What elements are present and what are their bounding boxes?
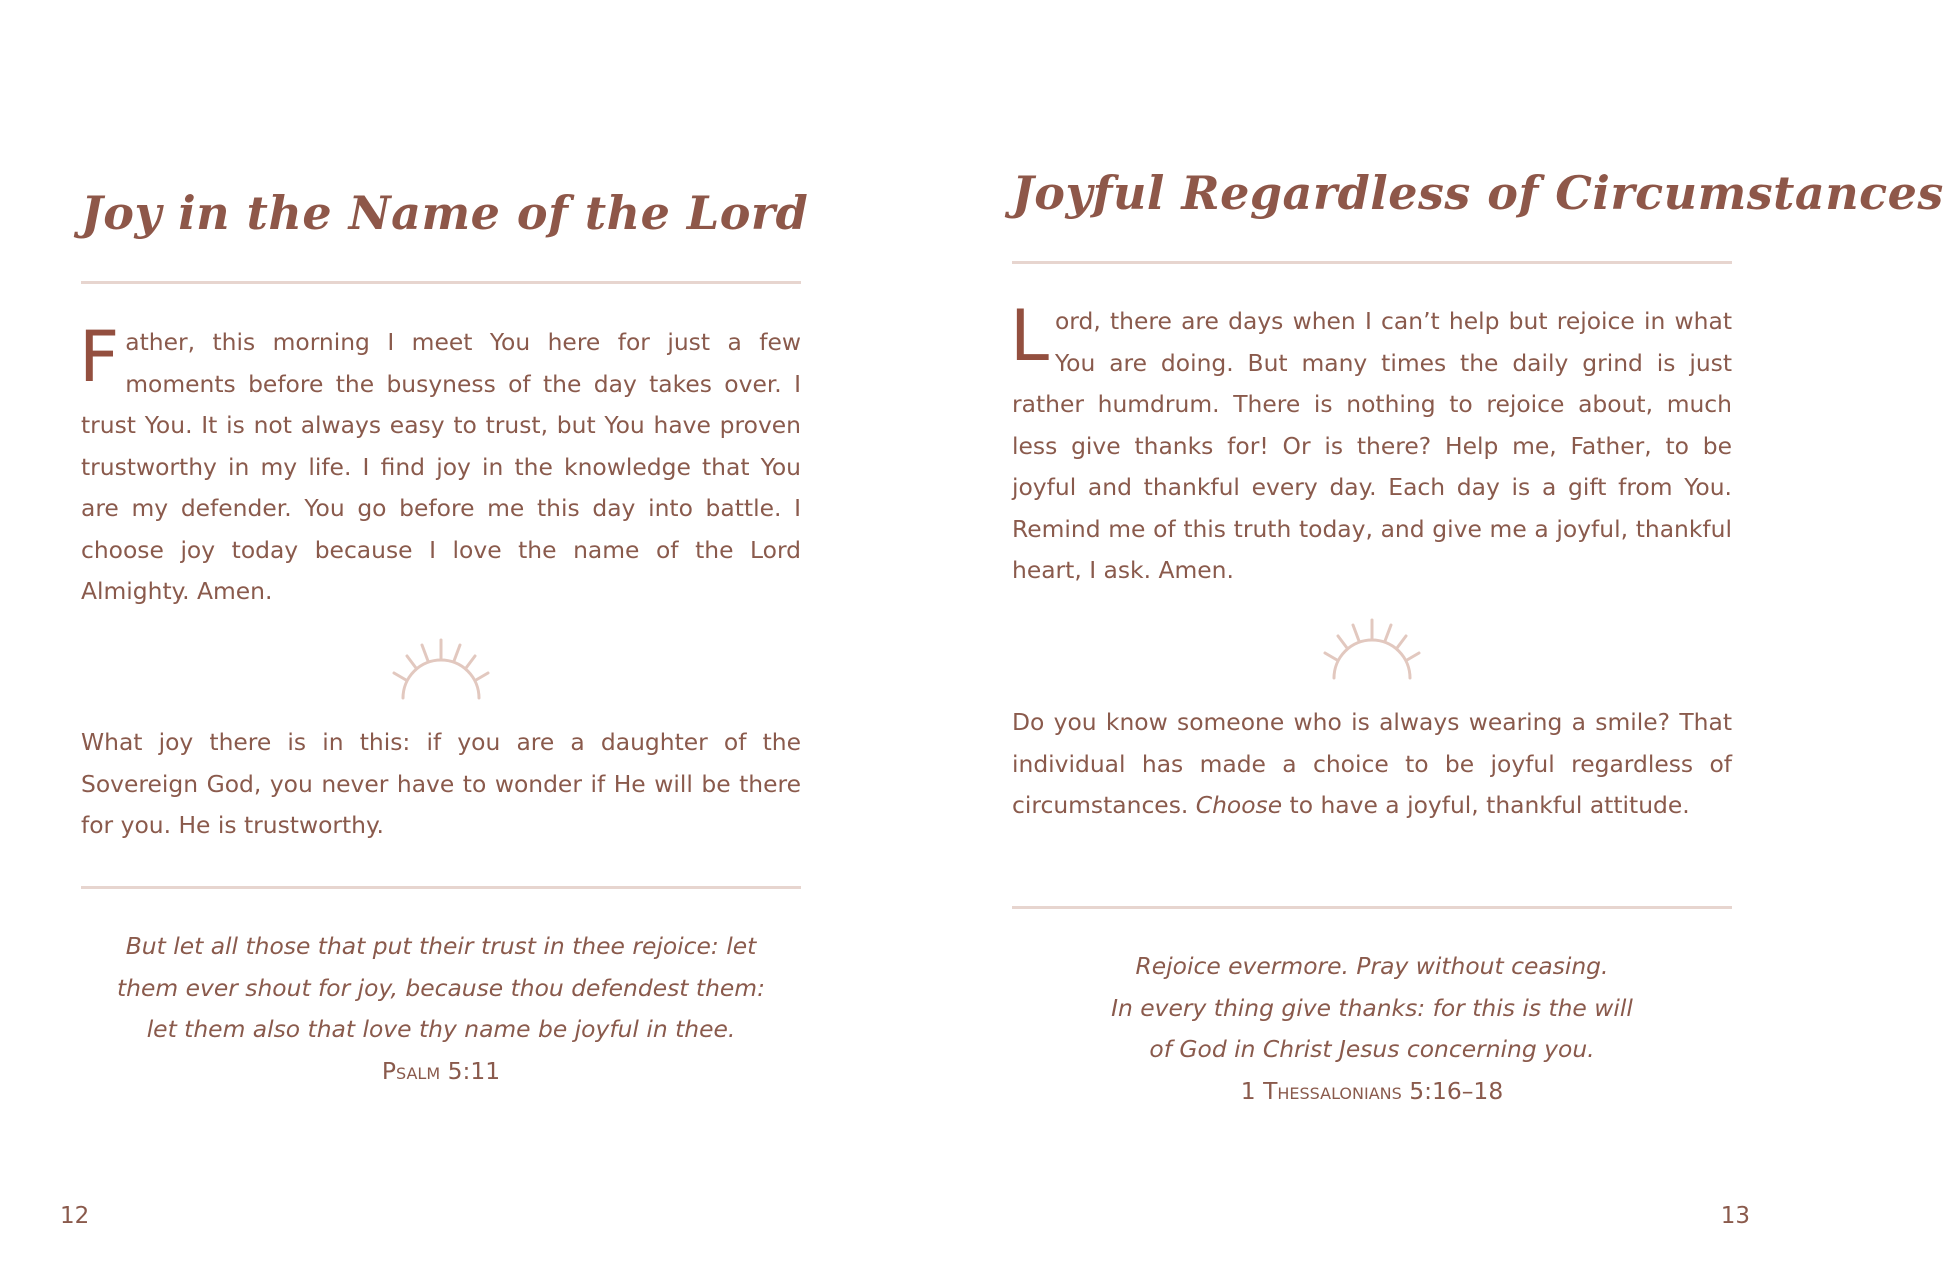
- sunrise-icon: [386, 636, 496, 700]
- prayer-text: [79, 316, 801, 613]
- prayer-block: [79, 316, 801, 613]
- right-page: [900, 0, 1944, 1271]
- prayer-body: ather, this morning I meet You here for just a few moments before the busyness of the day takes over. I trust You. It is not always easy to trust, but You have proven trustworthy in my life. I find joy in the knowledge that You are my defender. You go before me this day into battle. I choose joy today because I love the name of the Lord Almighty. Amen.: [81, 328, 801, 605]
- page-number: 13: [1720, 1203, 1750, 1229]
- verse-reference: Psalm 5:11: [381, 1056, 501, 1085]
- verse-line: them ever shout for joy, because thou defendest them:: [117, 973, 765, 1002]
- page-title: Joyful Regardless of Circumstances: [1012, 166, 1944, 220]
- sunrise-icon: [1317, 616, 1427, 680]
- verse-block: [81, 926, 801, 1092]
- verse-reference: 1 Thessalonians 5:16–18: [1240, 1076, 1504, 1105]
- page-number: 12: [60, 1203, 90, 1229]
- reflection-block: [1012, 702, 1732, 827]
- reflection-part: to have a joyful, thankful attitude.: [1282, 791, 1690, 819]
- title-divider: [81, 281, 801, 284]
- title-divider: [1012, 261, 1732, 264]
- verse-divider: [81, 886, 801, 889]
- drop-cap: L: [1010, 295, 1049, 377]
- reflection-text: What joy there is in this: if you are a daughter of the Sovereign God, you never have to wonder if He will be there for you. He is trustworthy.: [81, 728, 801, 839]
- prayer-text: [1010, 295, 1732, 592]
- reflection-text: [1012, 702, 1732, 827]
- prayer-body: ord, there are days when I can’t help but rejoice in what You are doing. But many times the daily grind is just rather humdrum. There is nothing to rejoice about, much less give thanks for! Or is there? Help me, Father, to be joyful and thankful every day. Each day is a gift from You. Remind me of this truth today, and give me a joyful, thankful heart, I ask. Amen.: [1012, 307, 1732, 584]
- reflection-block: [81, 722, 801, 847]
- left-title-block: [81, 186, 809, 240]
- verse-line: let them also that love thy name be joyful in thee.: [146, 1015, 736, 1043]
- verse-line: But let all those that put their trust in thee rejoice: let: [125, 932, 757, 960]
- ornament: [81, 636, 801, 700]
- verse-block: [1012, 946, 1732, 1112]
- prayer-block: [1010, 295, 1732, 592]
- drop-cap: F: [79, 316, 120, 398]
- right-title-block: [1012, 166, 1944, 220]
- verse-divider: [1012, 906, 1732, 909]
- page-title: Joy in the Name of the Lord: [81, 186, 809, 240]
- verse-line: of God in Christ Jesus concerning you.: [1149, 1035, 1595, 1063]
- reflection-emphasis: Choose: [1195, 791, 1283, 819]
- left-page: [0, 0, 900, 1271]
- reflection-part: Do you know someone who is always wearing a smile? That individual has made a choice to be joyful regardless of circumstances.: [1012, 708, 1732, 819]
- verse-line: In every thing give thanks: for this is the will: [1111, 993, 1633, 1022]
- verse-line: Rejoice evermore. Pray without ceasing.: [1135, 952, 1609, 980]
- ornament: [1012, 616, 1732, 680]
